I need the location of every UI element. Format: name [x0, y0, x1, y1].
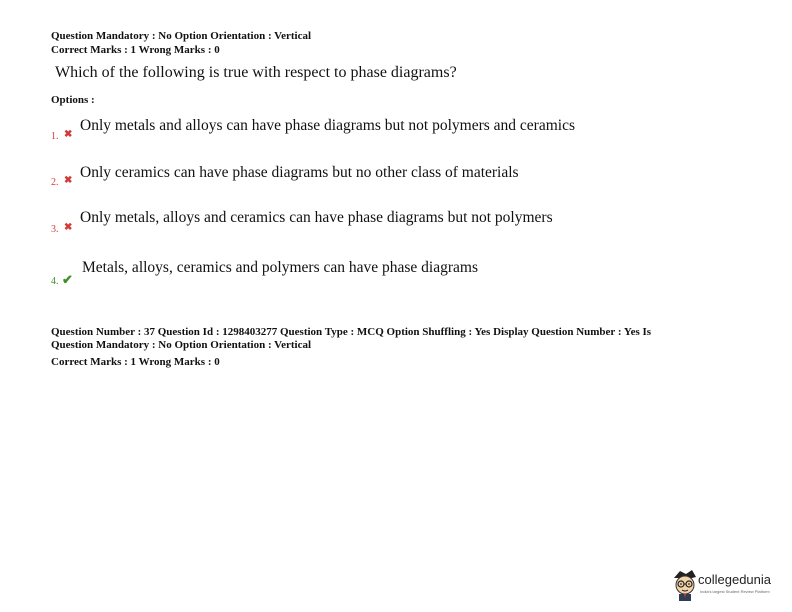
question-meta-line-1: Question Mandatory : No Option Orientation : Vertical — [51, 30, 312, 42]
options-label: Options : — [51, 94, 95, 106]
option-text: Metals, alloys, ceramics and polymers can have phase diagrams — [82, 259, 478, 276]
question-marks-line: Correct Marks : 1 Wrong Marks : 0 — [51, 44, 220, 56]
logo-wordmark: collegedunia — [698, 572, 772, 587]
next-question-meta-line-2: Question Mandatory : No Option Orientation : Vertical — [51, 339, 312, 351]
collegedunia-logo — [670, 568, 785, 604]
next-question-meta-line-1: Question Number : 37 Question Id : 1298403277 Question Type : MCQ Option Shuffling : Yes Display Question Number : Yes Is — [51, 326, 652, 338]
option-text: Only metals and alloys can have phase diagrams but not polymers and ceramics — [80, 117, 575, 134]
option-number: 2. — [51, 177, 59, 188]
option-number: 3. — [51, 224, 59, 235]
option-number: 1. — [51, 131, 59, 142]
option-number: 4. — [51, 276, 59, 287]
cross-mark-icon: ✖ — [64, 175, 73, 186]
logo-tagline: India's largest Student Review Platform — [700, 589, 770, 594]
cross-mark-icon: ✖ — [64, 222, 73, 233]
option-text: Only ceramics can have phase diagrams but no other class of materials — [80, 164, 519, 181]
mascot-icon — [670, 568, 700, 602]
next-question-marks-line: Correct Marks : 1 Wrong Marks : 0 — [51, 356, 220, 368]
check-mark-icon: ✔ — [62, 272, 73, 287]
option-text: Only metals, alloys and ceramics can have phase diagrams but not polymers — [80, 209, 553, 226]
cross-mark-icon: ✖ — [64, 129, 73, 140]
question-text: Which of the following is true with respect to phase diagrams? — [55, 64, 457, 81]
